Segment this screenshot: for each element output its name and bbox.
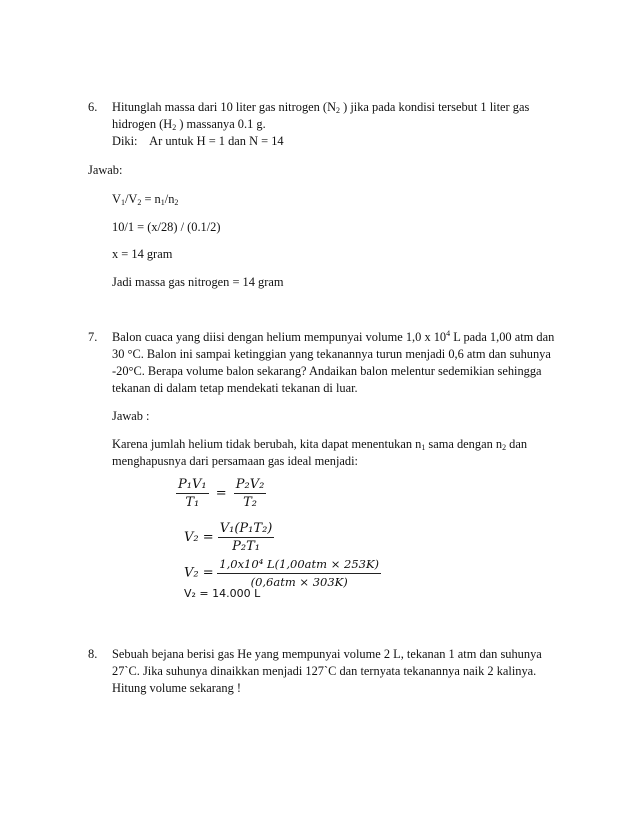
q6-step3: x = 14 gram	[112, 247, 173, 261]
equation-combined-gas-law	[176, 476, 266, 511]
q6-line3: Diki: Ar untuk H = 1 dan N = 14	[112, 134, 284, 148]
eq1-left-denominator: T₁	[185, 495, 200, 510]
equation-v2-solve	[184, 520, 274, 555]
q7-result: V₂ = 14.000 L	[184, 587, 261, 600]
eq3-fraction	[217, 556, 381, 591]
eq1-right-numerator: P₂V₂	[235, 477, 265, 492]
q8-line3: Hitung volume sekarang !	[112, 681, 242, 695]
eq1-equals: =	[215, 486, 227, 501]
equation-v2-substitution	[184, 556, 381, 591]
eq1-right-denominator: T₂	[243, 495, 257, 510]
eq2-numerator: V₁(P₁T₂)	[219, 521, 273, 536]
eq3-numerator: 1,0x10⁴ L(1,00atm × 253K)	[217, 556, 381, 574]
q6-jawab: Jawab:	[88, 163, 123, 177]
eq2-fraction	[218, 520, 275, 555]
eq1-right-fraction	[234, 476, 267, 511]
q7-jawab: Jawab :	[112, 409, 150, 423]
q7-line3: -20°C. Berapa volume balon sekarang? Andaikan balon melentur sedemikian sehingga	[112, 364, 542, 378]
q7-explanation-line1: Karena jumlah helium tidak berubah, kita dapat menentukan $n_1$ sama dengan $n_2$ dan	[112, 437, 528, 452]
q8-number: 8.	[88, 647, 98, 661]
q7-line2: 30 °C. Balon ini sampai ketinggian yang tekanannya turun menjadi 0,6 atm dan suhunya	[112, 347, 551, 361]
q6-line1: Hitunglah massa dari 10 liter gas nitrogen ($N_2$ ) jika pada kondisi tersebut 1 liter gas	[112, 100, 530, 115]
q7-line1: Balon cuaca yang diisi dengan helium mempunyai volume 1,0 x $10^4$ L pada 1,00 atm dan	[112, 329, 555, 344]
eq3-denominator: (0,6atm × 303K)	[250, 575, 348, 589]
q7-explanation-line2: menghapusnya dari persamaan gas ideal menjadi:	[112, 454, 359, 468]
q6-step2: 10/1 = (x/28) / (0.1/2)	[112, 220, 221, 234]
eq2-lhs: V₂ =	[184, 530, 214, 545]
q7-number: 7.	[88, 330, 98, 344]
q8-line2: 27`C. Jika suhunya dinaikkan menjadi 127`C dan ternyata tekanannya naik 2 kalinya.	[112, 664, 537, 678]
q6-step1: $V_1/V_2 = n_1/n_2$	[112, 192, 179, 207]
eq1-left-fraction	[176, 476, 209, 511]
eq3-lhs: V₂ =	[184, 565, 214, 581]
q8-line1: Sebuah bejana berisi gas He yang mempunyai volume 2 L, tekanan 1 atm dan suhunya	[112, 647, 542, 661]
eq1-left-numerator: P₁V₁	[178, 477, 207, 492]
q6-line2: hidrogen ($H_2$ ) massanya 0.1 g.	[112, 117, 266, 132]
q6-number: 6.	[88, 100, 98, 114]
eq2-denominator: P₂T₁	[232, 539, 260, 554]
q6-conclusion: Jadi massa gas nitrogen = 14 gram	[112, 275, 284, 289]
q7-line4: tekanan di dalam tetap mendekati tekanan di luar.	[112, 381, 358, 395]
